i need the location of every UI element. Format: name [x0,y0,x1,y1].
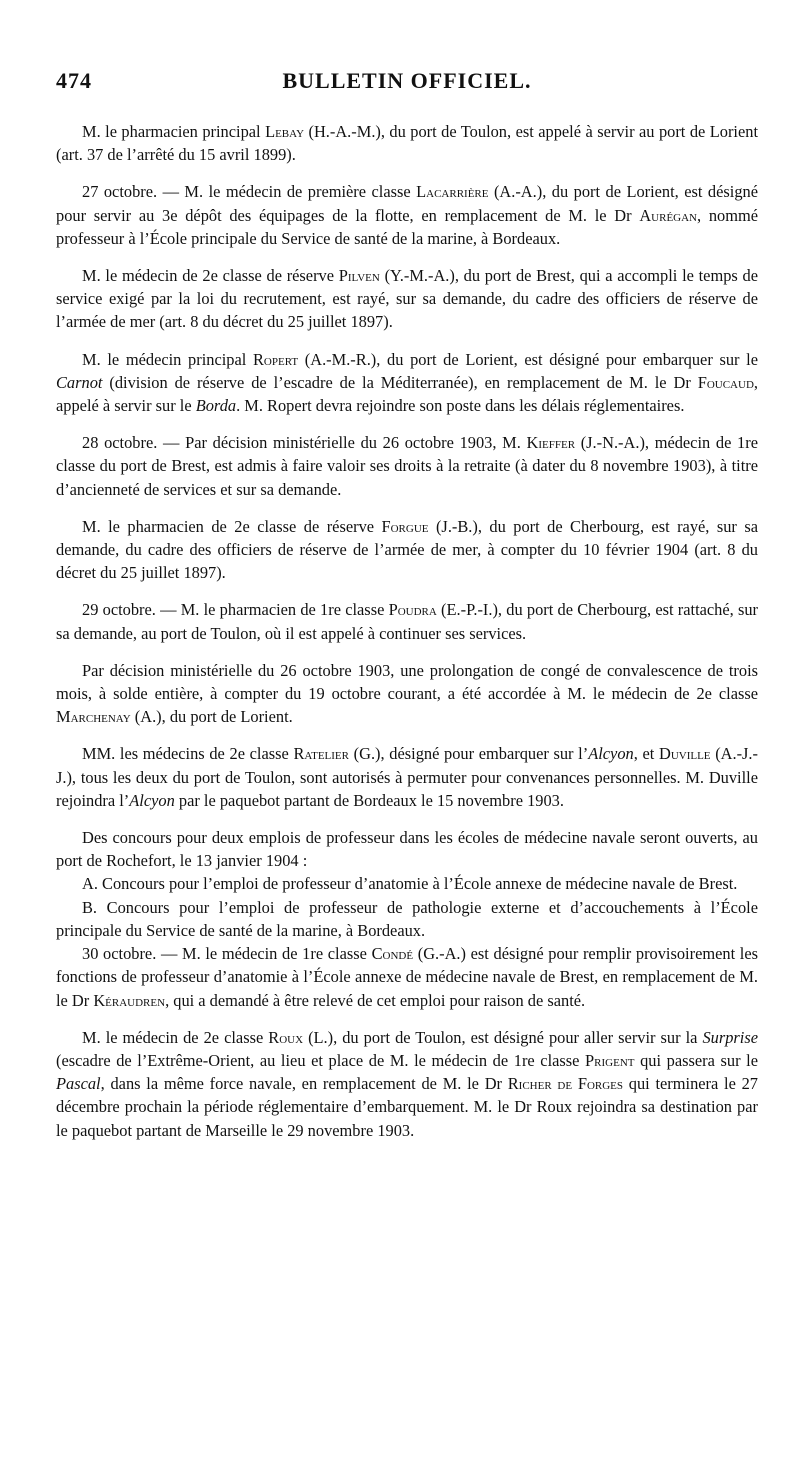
paragraph: 29 octobre. — M. le pharmacien de 1re classe Poudra (E.-P.-I.), du port de Cherbourg, est rattaché, sur sa demande, au port de Toulon, où il est appelé à continuer ses services. [56,600,759,643]
page-header [56,68,758,108]
paragraph: 27 octobre. — M. le médecin de première classe Lacarrière (A.-A.), du port de Lorient, est désigné pour servir au 3e dépôt des équipages de la flotte, en remplacement de M. le Dr Aurégan, nommé professeur à l’École principale du Service de santé de la marine, à Bordeaux. [56,182,758,248]
paragraph: M. le médecin de 2e classe Roux (L.), du port de Toulon, est désigné pour aller servir sur la Surprise (escadre de l’Extrême-Orient, au lieu et place de M. le médecin de 1re classe Prigent qui passera sur le Pascal, dans la même force navale, en remplacement de M. le Dr Richer de Forges qui terminera le 27 décembre prochain la période réglementaire d’embarquement. M. le Dr Roux rejoindra sa destination par le paquebot partant de Marseille le 29 novembre 1903. [56,1027,758,1140]
body-text [56,120,758,1142]
paragraph: M. le pharmacien principal Lebay (H.-A.-M.), du port de Toulon, est appelé à servir au port de Lorient (art. 37 de l’arrêté du 15 avril 1899). [56,122,758,165]
paragraph: B. Concours pour l’emploi de professeur de pathologie externe et d’accouchements à l’École principale du Service de santé de la marine, à Bordeaux. [56,897,758,940]
page-number: 474 [56,68,92,93]
paragraph: M. le pharmacien de 2e classe de réserve Forgue (J.-B.), du port de Cherbourg, est rayé, sur sa demande, du cadre des officiers de réserve de l’armée de mer, à compter du 10 février 1904 (art. 8 du décret du 25 juillet 1897). [56,516,759,583]
paragraph: Par décision ministérielle du 26 octobre 1903, une prolongation de congé de convalescence de trois mois, à solde entière, à compter du 19 octobre courant, a été accordée à M. le médecin de 2e classe Marchenay (A.), du port de Lorient. [56,660,758,727]
paragraph: Des concours pour deux emplois de professeur dans les écoles de médecine navale seront ouverts, au port de Rochefort, le 13 janvier 1904 : [56,828,758,871]
paragraph: M. le médecin principal Ropert (A.-M.-R.), du port de Lorient, est désigné pour embarquer sur le Carnot (division de réserve de l’escadre de la Méditerranée), en remplacement de M. le Dr Foucaud, appelé à servir sur le Borda. M. Ropert devra rejoindre son poste dans les délais réglementaires. [56,349,758,416]
paragraph: A. Concours pour l’emploi de professeur d’anatomie à l’École annexe de médecine navale de Brest. [82,874,738,894]
paragraph: M. le médecin de 2e classe de réserve Pilven (Y.-M.-A.), du port de Brest, qui a accompli le temps de service exigé par la loi du recrutement, est rayé, sur sa demande, du cadre des officiers de réserve de l’armée de mer (art. 8 du décret du 25 juillet 1897). [56,266,758,332]
paragraph: 30 octobre. — M. le médecin de 1re classe Condé (G.-A.) est désigné pour remplir provisoirement les fonctions de professeur d’anatomie à l’École annexe de médecine navale de Brest, en remplacement de M. le Dr Kéraudren, qui a demandé à être relevé de cet emploi pour raison de santé. [56,944,758,1010]
paragraph: 28 octobre. — Par décision ministérielle du 26 octobre 1903, M. Kieffer (J.-N.-A.), médecin de 1re classe du port de Brest, est admis à faire valoir ses droits à la retraite (à dater du 8 novembre 1903), à titre d’ancienneté de services et sur sa demande. [56,433,758,499]
document-page [56,68,758,1156]
running-title: BULLETIN OFFICIEL. [282,68,532,93]
paragraph: MM. les médecins de 2e classe Ratelier (G.), désigné pour embarquer sur l’Alcyon, et Duville (A.-J.-J.), tous les deux du port de Toulon, sont autorisés à permuter pour convenances personnelles. M. Duville rejoindra l’Alcyon par le paquebot partant de Bordeaux le 15 novembre 1903. [56,744,758,810]
